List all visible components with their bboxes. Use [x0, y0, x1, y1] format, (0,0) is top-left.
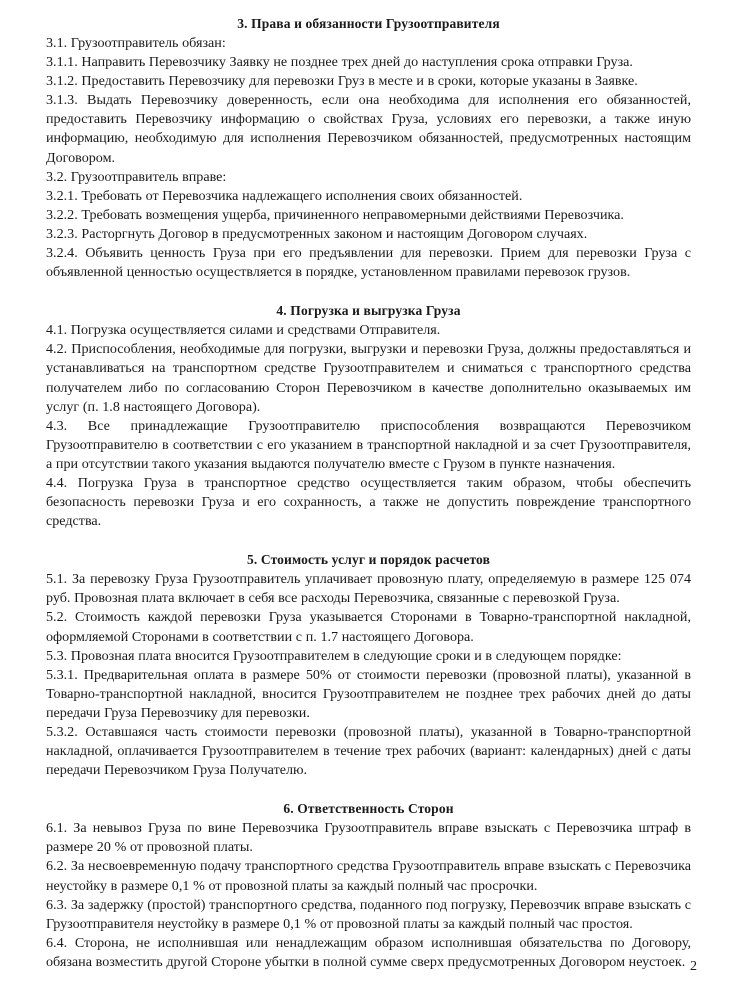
- paragraph: 4.4. Погрузка Груза в транспортное средство осуществляется таким образом, чтобы обеспечить безопасность перевозки Груза и его сохранность, а также не допустить повреждение транспортного средства.: [46, 474, 691, 530]
- section-heading: 4. Погрузка и выгрузка Груза: [276, 303, 461, 319]
- paragraph: 5.1. За перевозку Груза Грузоотправитель уплачивает провозную плату, определяемую в размере 125 074 руб. Провозная плата включает в себя все расходы Перевозчика, связанные с перевозкой Груза.: [46, 571, 691, 607]
- paragraph: 3.2.1. Требовать от Перевозчика надлежащего исполнения своих обязанностей.: [46, 187, 523, 204]
- paragraph: 6.1. За невывоз Груза по вине Перевозчика Грузоотправитель вправе взыскать с Перевозчика штраф в размере 20 % от провозной платы.: [46, 820, 691, 856]
- paragraph: 3.2. Грузоотправитель вправе:: [46, 168, 227, 185]
- section-heading: 3. Права и обязанности Грузоотправителя: [237, 16, 500, 31]
- page-number: 2: [689, 958, 697, 974]
- paragraph: 3.2.4. Объявить ценность Груза при его предъявлении для перевозки. Прием для перевозки Груза с объявленной ценностью осуществляется в порядке, установленном правилами перевозок грузов.: [46, 245, 691, 281]
- section-heading: 6. Ответственность Сторон: [283, 801, 454, 817]
- paragraph: 5.2. Стоимость каждой перевозки Груза указывается Сторонами в Товарно-транспортной накладной, оформляемой Сторонами в соответствии с п. 1.7 настоящего Договора.: [46, 609, 691, 645]
- paragraph: 4.1. Погрузка осуществляется силами и средствами Отправителя.: [46, 322, 441, 339]
- paragraph: 6.3. За задержку (простой) транспортного средства, поданного под погрузку, Перевозчик вправе взыскать с Грузоотправителя неустойку в размере 0,1 % от провозной платы за каждый полный час простоя.: [46, 896, 691, 932]
- paragraph: 3.1. Грузоотправитель обязан:: [46, 35, 226, 51]
- paragraph: 5.3. Провозная плата вносится Грузоотправителем в следующие сроки и в следующем порядке:: [46, 647, 622, 664]
- paragraph: 3.1.2. Предоставить Перевозчику для перевозки Груз в месте и в сроки, которые указаны в Заявке.: [46, 73, 638, 90]
- section-heading: 5. Стоимость услуг и порядок расчетов: [246, 552, 491, 568]
- paragraph: 3.1.1. Направить Перевозчику Заявку не позднее трех дней до наступления срока отправки Груза.: [46, 54, 633, 71]
- paragraph: 3.2.3. Расторгнуть Договор в предусмотренных законом и настоящим Договором случаях.: [46, 225, 588, 242]
- paragraph: 4.2. Приспособления, необходимые для погрузки, выгрузки и перевозки Груза, должны предоставляться и устанавливаться на транспортном средстве Грузоотправителем и сниматься с транспортного средства получателем либо по согласованию Сторон Перевозчиком в качестве дополнительно оказываемых им услуг (п. 1.8 настоящего Договора).: [46, 341, 691, 415]
- paragraph: 6.4. Сторона, не исполнившая или ненадлежащим образом исполнившая обязательства по Договору, обязана возместить другой Стороне убытки в полной сумме сверх предусмотренных Договором неустоек.: [46, 934, 691, 970]
- paragraph: 4.3. Все принадлежащие Грузоотправителю приспособления возвращаются Перевозчиком Грузоотправителю в соответствии с его указанием в транспортной накладной и за счет Грузоотправителя, а при отсутствии такого указания выдаются получателю вместе с Грузом в пункте назначения.: [46, 417, 691, 472]
- paragraph: 3.1.3. Выдать Перевозчику доверенность, если она необходима для исполнения его обязанностей, предоставить Перевозчику информацию о свойствах Груза, условиях его перевозки, а также иную информацию, необходимую для исполнения Перевозчиком обязанностей, предусмотренных настоящим Договором.: [46, 92, 691, 166]
- paragraph: 5.3.1. Предварительная оплата в размере 50% от стоимости перевозки (провозной платы), указанной в Товарно-транспортной накладной, вносится Грузоотправителем не позднее трех рабочих дней до даты передачи Груза Перевозчику для перевозки.: [46, 666, 691, 721]
- paragraph: 3.2.2. Требовать возмещения ущерба, причиненного неправомерными действиями Перевозчика.: [46, 206, 624, 223]
- paragraph: 5.3.2. Оставшаяся часть стоимости перевозки (провозной платы), указанной в Товарно-транспортной накладной, оплачивается Грузоотправителем в течение трех рабочих (вариант: календарных) дней с даты передачи Перевозчиком Груза Получателю.: [46, 724, 691, 779]
- paragraph: 6.2. За несвоевременную подачу транспортного средства Грузоотправитель вправе взыскать с Перевозчика неустойку в размере 0,1 % от провозной платы за каждый полный час просрочки.: [46, 858, 691, 894]
- document-body: [46, 14, 691, 972]
